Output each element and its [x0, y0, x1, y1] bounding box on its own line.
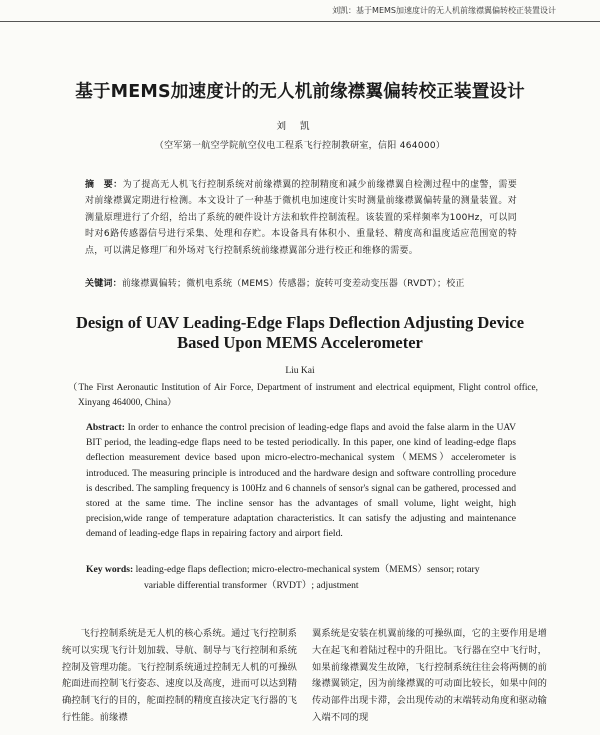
- chinese-abstract-text: 为了提高无人机飞行控制系统对前缘襟翼的控制精度和减少前缘襟翼自检测过程中的虚警，需要对前缘襟翼定期进行检测。本文设计了一种基于微机电加速度计实时测量前缘襟翼偏转量的测量装置。对测量原理进行了介绍，给出了系统的硬件设计方法和软件控制流程。该装置的采样频率为100Hz，可以同时对6路传感器信号进行采集、处理和存贮。本设备具有体积小、重量轻、精度高和温度适应范围宽的特点，可以满足修理厂和外场对飞行控制系统前缘襟翼部分进行校正和维修的需要。: [85, 180, 517, 256]
- english-affiliation: （The First Aeronautic Institution of Air Force, Department of instrument and electrical equipment, Flight control office, Xinyang 464000, China）: [68, 383, 538, 408]
- english-title-line2: Based Upon MEMS Accelerometer: [177, 333, 423, 352]
- english-title-line1: Design of UAV Leading-Edge Flaps Deflection Adjusting Device: [75, 313, 525, 332]
- running-header: [0, 0, 600, 22]
- chinese-keywords-text: 前缘襟翼偏转；微机电系统（MEMS）传感器；旋转可变差动变压器（RVDT）；校正: [121, 279, 465, 289]
- english-keywords-line1: leading-edge flaps deflection; micro-electro-mechanical system（MEMS）sensor; rotary: [135, 564, 480, 575]
- english-title: [0, 313, 600, 353]
- english-keywords-line2: variable differential transformer（RVDT）; adjustment: [144, 580, 359, 591]
- english-abstract: [86, 420, 516, 542]
- body-left-column: 飞行控制系统是无人机的核心系统。通过飞行控制系统可以实现飞行计划加载、导航、制导与飞行控制和系统控制及管理功能。飞行控制系统通过控制无人机的可操纵舵面进而控制飞行姿态、速度以及高度，进而可以达到精确控制飞行的目的，舵面控制的精度直接决定飞行器的飞行性能。前缘襟: [62, 628, 297, 723]
- chinese-author: 刘凯: [276, 121, 324, 132]
- english-keywords-label: Key words:: [86, 564, 134, 575]
- english-keywords: [86, 562, 522, 594]
- english-abstract-text: In order to enhance the control precision of leading-edge flaps and avoid the false alarm in the UAV BIT period, the leading-edge flaps need to be tested periodically. In this paper, one kind of leading-edge flaps deflection measurement device based upon micro-electro-mechanical system（MEMS）accelerometer is introduced. The measuring principle is introduced and the hardware design and software controlling procedure is described. The sampling frequency is 100Hz and 6 channels of sensor's signal can be gathered, processed and stored at the same time. The incline sensor has the advantages of small volume, light weight, high precision,wide range of temperature adaptation characteristics. It can satisfy the adjusting and maintenance demand of leading-edge flaps in repairing factory and airport field.: [86, 422, 517, 540]
- english-abstract-label: Abstract:: [86, 422, 125, 433]
- chinese-keywords: [85, 276, 525, 292]
- chinese-keywords-label: 关键词：: [85, 279, 122, 289]
- chinese-affiliation: （空军第一航空学院航空仪电工程系飞行控制教研室，信阳 464000）: [154, 141, 446, 151]
- chinese-abstract: [85, 177, 517, 259]
- body-right-column: 翼系统是安装在机翼前缘的可操纵面，它的主要作用是增大在起飞和着陆过程中的升阻比。飞行器在空中飞行时，如果前缘襟翼发生故障，飞行控制系统往往会将两侧的前缘襟翼锁定，因为前缘襟翼的可动面比较长，如果中间的传动部件出现卡滞，会出现传动的末端转动角度和驱动输入端不同的现: [312, 628, 547, 723]
- chinese-abstract-label: 摘 要：: [85, 180, 123, 190]
- english-author: Liu Kai: [285, 366, 315, 376]
- running-header-text: 刘凯：基于MEMS加速度计的无人机前缘襟翼偏转校正装置设计: [332, 6, 556, 15]
- chinese-title: 基于MEMS加速度计的无人机前缘襟翼偏转校正装置设计: [75, 82, 525, 102]
